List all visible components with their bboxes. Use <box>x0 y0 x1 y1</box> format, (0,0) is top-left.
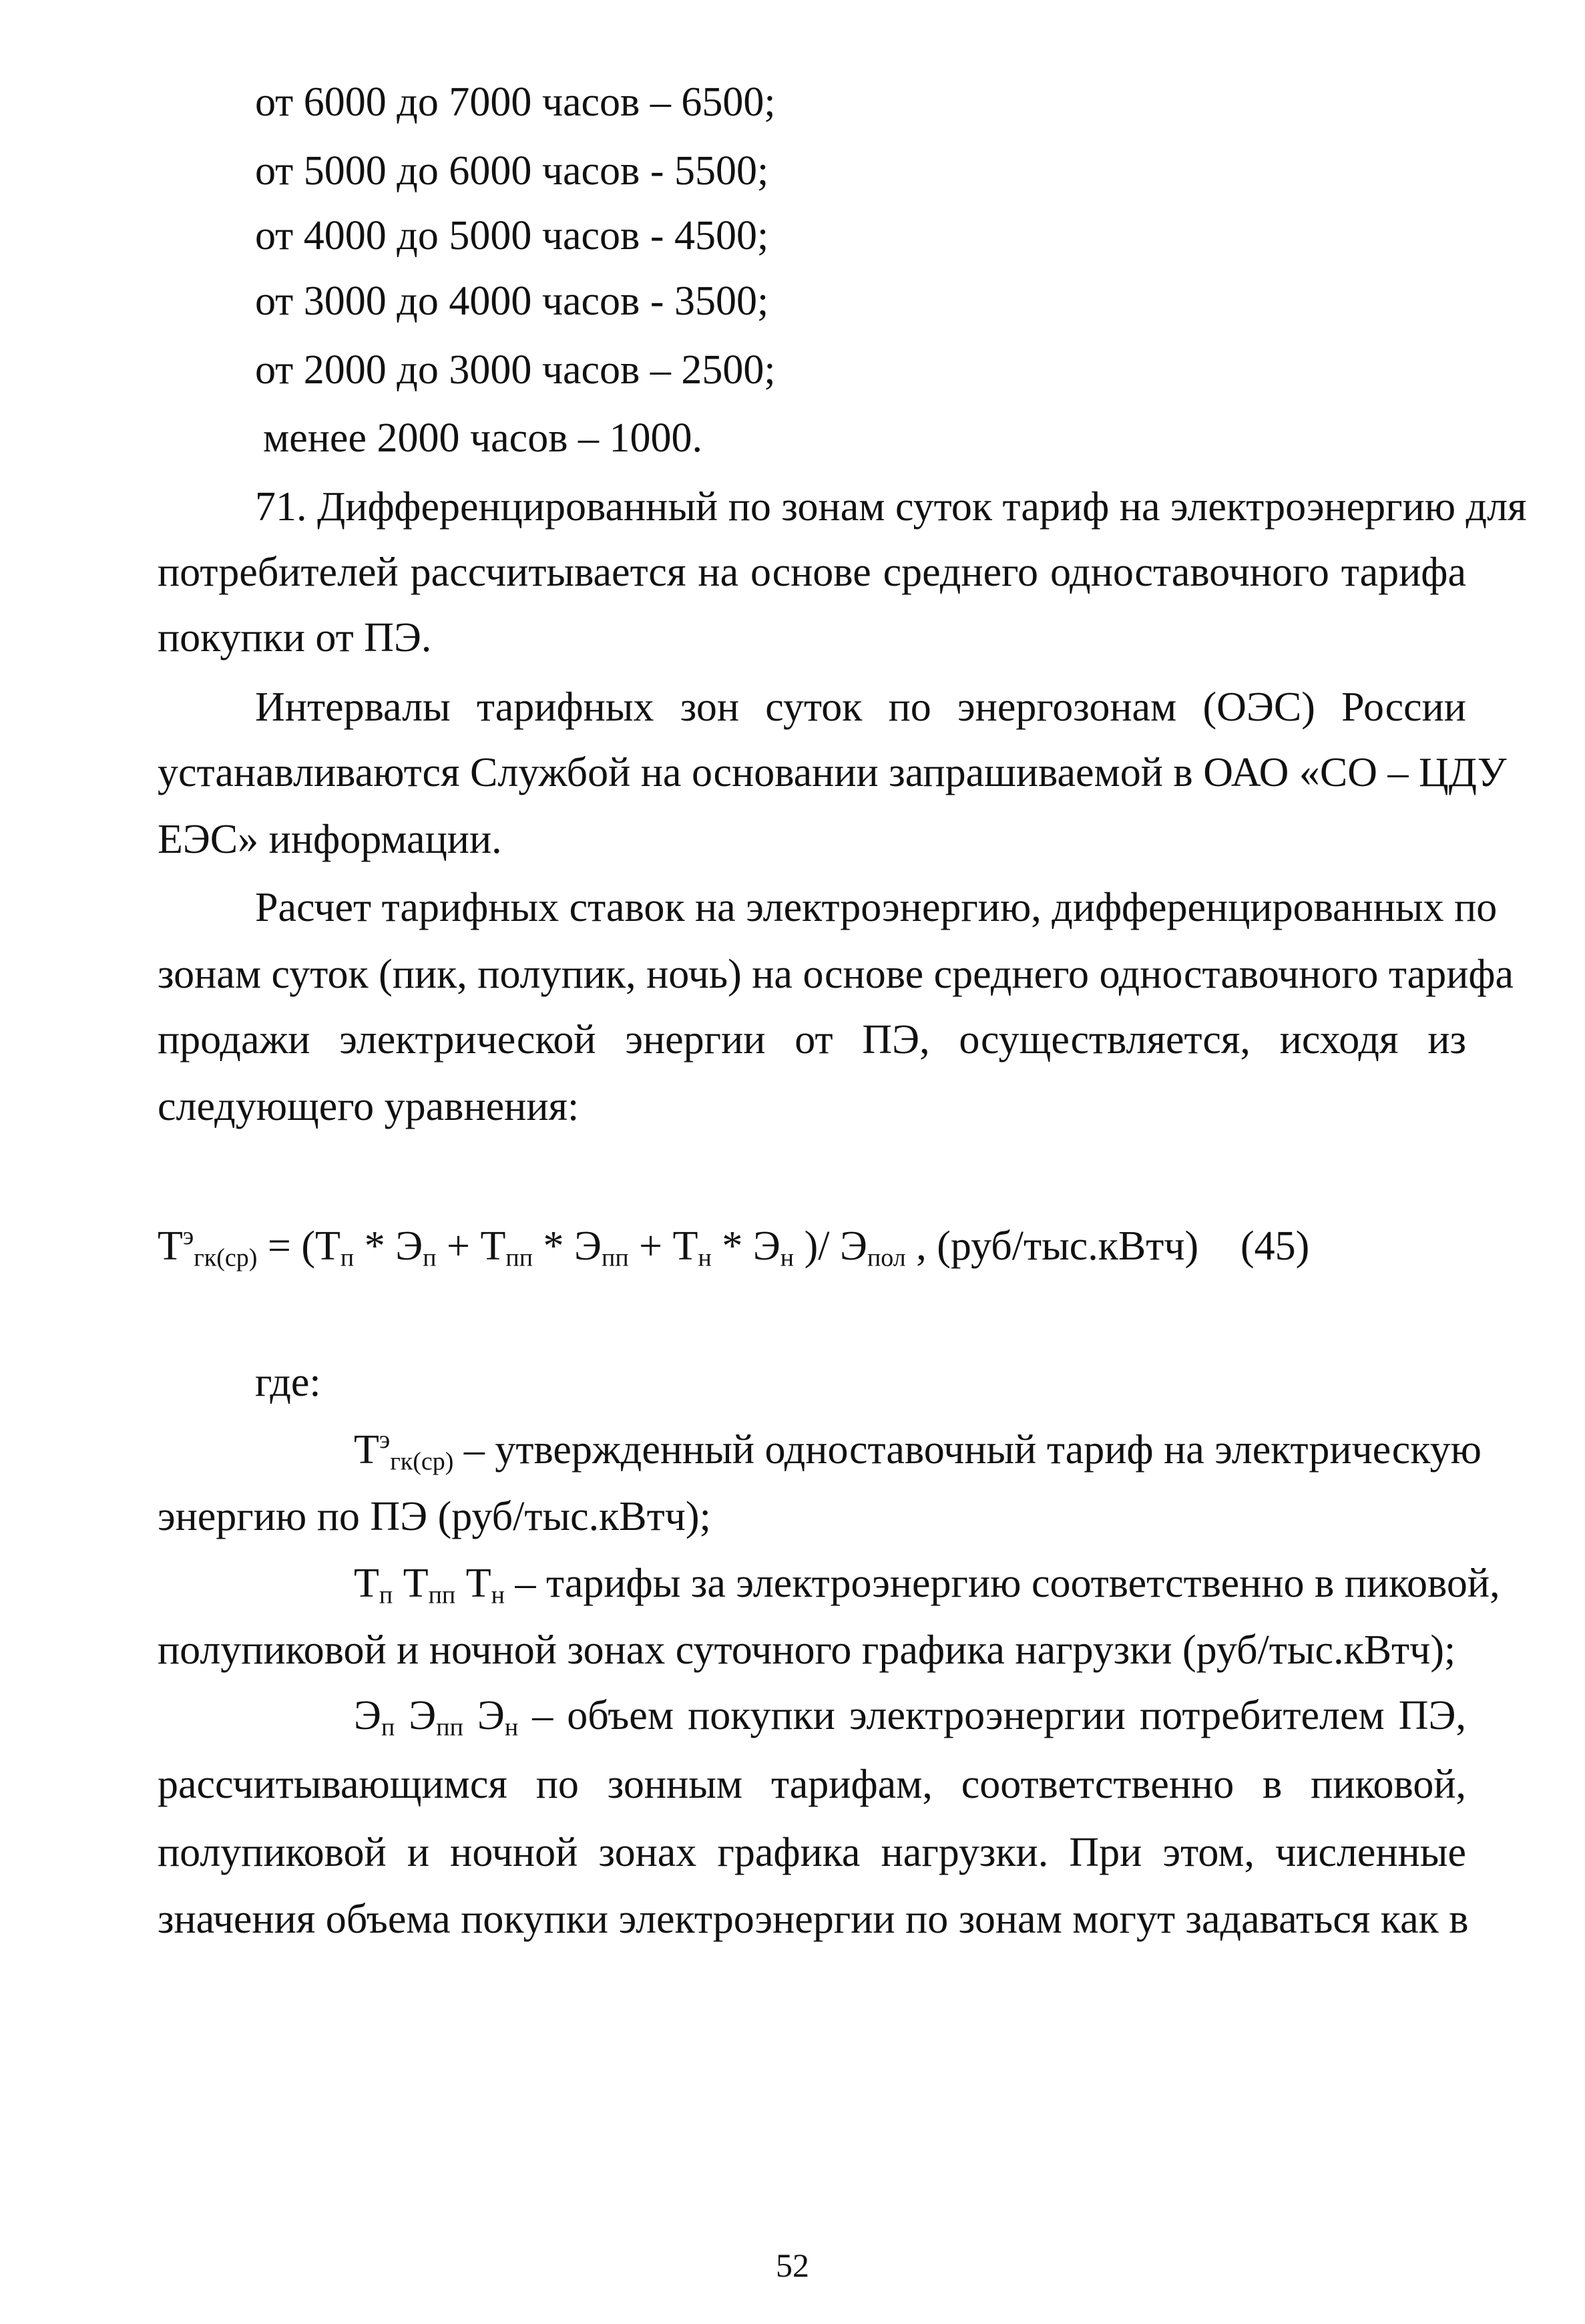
def-symbol: Т <box>354 1427 379 1473</box>
def-symbol: Э <box>395 1693 437 1738</box>
formula-sub: гк(ср) <box>194 1243 258 1272</box>
formula-45 <box>158 1222 1199 1272</box>
formula-sub: п <box>423 1243 437 1272</box>
formula-text: )/ Э <box>794 1223 867 1269</box>
paragraph-calc-line: следующего уравнения: <box>158 1084 580 1129</box>
definition-1-line <box>354 1426 1482 1476</box>
paragraph-calc-line: продажи электрической энергии от ПЭ, осуществляется, исходя из <box>158 1017 1466 1062</box>
formula-text: * Э <box>533 1223 602 1269</box>
formula-sub: н <box>698 1243 712 1272</box>
def-sub: н <box>504 1713 519 1742</box>
def-sub: н <box>491 1581 505 1609</box>
def-sup: э <box>379 1426 391 1455</box>
definition-3-line: значения объема покупки электроэнергии по зонам могут задаваться как в <box>158 1897 1469 1942</box>
equation-number: (45) <box>1240 1223 1310 1269</box>
def-sub: пп <box>436 1713 463 1742</box>
formula-text: * Э <box>711 1223 780 1269</box>
list-item: менее 2000 часов – 1000. <box>263 415 702 461</box>
formula-sub: пп <box>601 1243 629 1272</box>
list-item: от 6000 до 7000 часов – 6500; <box>255 79 776 125</box>
formula-sub: п <box>340 1243 355 1272</box>
def-sub: п <box>379 1581 393 1609</box>
paragraph-71-line: 71. Дифференцированный по зонам суток тариф на электроэнергию для <box>255 484 1527 530</box>
definition-3-line <box>354 1693 1466 1742</box>
paragraph-intervals-line: устанавливаются Службой на основании запрашиваемой в ОАО «СО – ЦДУ <box>158 750 1507 795</box>
paragraph-intervals-line: ЕЭС» информации. <box>158 817 502 862</box>
list-item: от 2000 до 3000 часов – 2500; <box>255 347 776 393</box>
formula-text: * Э <box>354 1223 423 1269</box>
def-text: – объем покупки электроэнергии потребителем ПЭ, <box>518 1693 1466 1738</box>
paragraph-calc-line: Расчет тарифных ставок на электроэнергию, дифференцированных по <box>255 885 1498 930</box>
list-item: от 3000 до 4000 часов - 3500; <box>255 278 769 324</box>
formula-sub: пол <box>867 1243 906 1272</box>
def-sub: гк(ср) <box>390 1447 454 1476</box>
def-symbol: Т <box>455 1561 491 1606</box>
def-symbol: Т <box>393 1561 429 1606</box>
formula-sub: н <box>780 1243 795 1272</box>
formula-sub: пп <box>505 1243 533 1272</box>
def-symbol: Э <box>354 1693 381 1738</box>
list-item: от 5000 до 6000 часов - 5500; <box>255 148 769 194</box>
paragraph-intervals-line: Интервалы тарифных зон суток по энергозонам (ОЭС) России <box>255 685 1466 730</box>
definition-1-line: энергию по ПЭ (руб/тыс.кВтч); <box>158 1494 711 1539</box>
where-label: где: <box>255 1360 321 1405</box>
formula-unit: , (руб/тыс.кВтч) <box>905 1223 1199 1269</box>
def-sub: п <box>381 1713 395 1742</box>
paragraph-calc-line: зонам суток (пик, полупик, ночь) на основе среднего одноставочного тарифа <box>158 952 1514 997</box>
definition-3-line: полупиковой и ночной зонах графика нагрузки. При этом, численные <box>158 1830 1466 1875</box>
formula-text: + Т <box>436 1223 506 1269</box>
formula-sup: э <box>182 1222 194 1251</box>
formula-symbol: Т <box>158 1223 183 1269</box>
def-text: – утвержденный одноставочный тариф на электрическую <box>453 1427 1482 1473</box>
def-sub: пп <box>428 1581 456 1609</box>
formula-text: = (Т <box>257 1223 341 1269</box>
def-text: – тарифы за электроэнергию соответственно в пиковой, <box>504 1561 1500 1606</box>
page-number: 52 <box>776 2247 809 2284</box>
formula-text: + Т <box>628 1223 698 1269</box>
list-item: от 4000 до 5000 часов - 4500; <box>255 213 769 258</box>
paragraph-71-line: потребителей рассчитывается на основе среднего одноставочного тарифа <box>158 550 1466 595</box>
paragraph-71-line: покупки от ПЭ. <box>158 615 432 660</box>
definition-3-line: рассчитывающимся по зонным тарифам, соответственно в пиковой, <box>158 1762 1466 1807</box>
def-symbol: Э <box>463 1693 505 1738</box>
def-symbol: Т <box>354 1561 379 1606</box>
definition-2-line <box>354 1561 1500 1609</box>
definition-2-line: полупиковой и ночной зонах суточного графика нагрузки (руб/тыс.кВтч); <box>158 1627 1456 1673</box>
